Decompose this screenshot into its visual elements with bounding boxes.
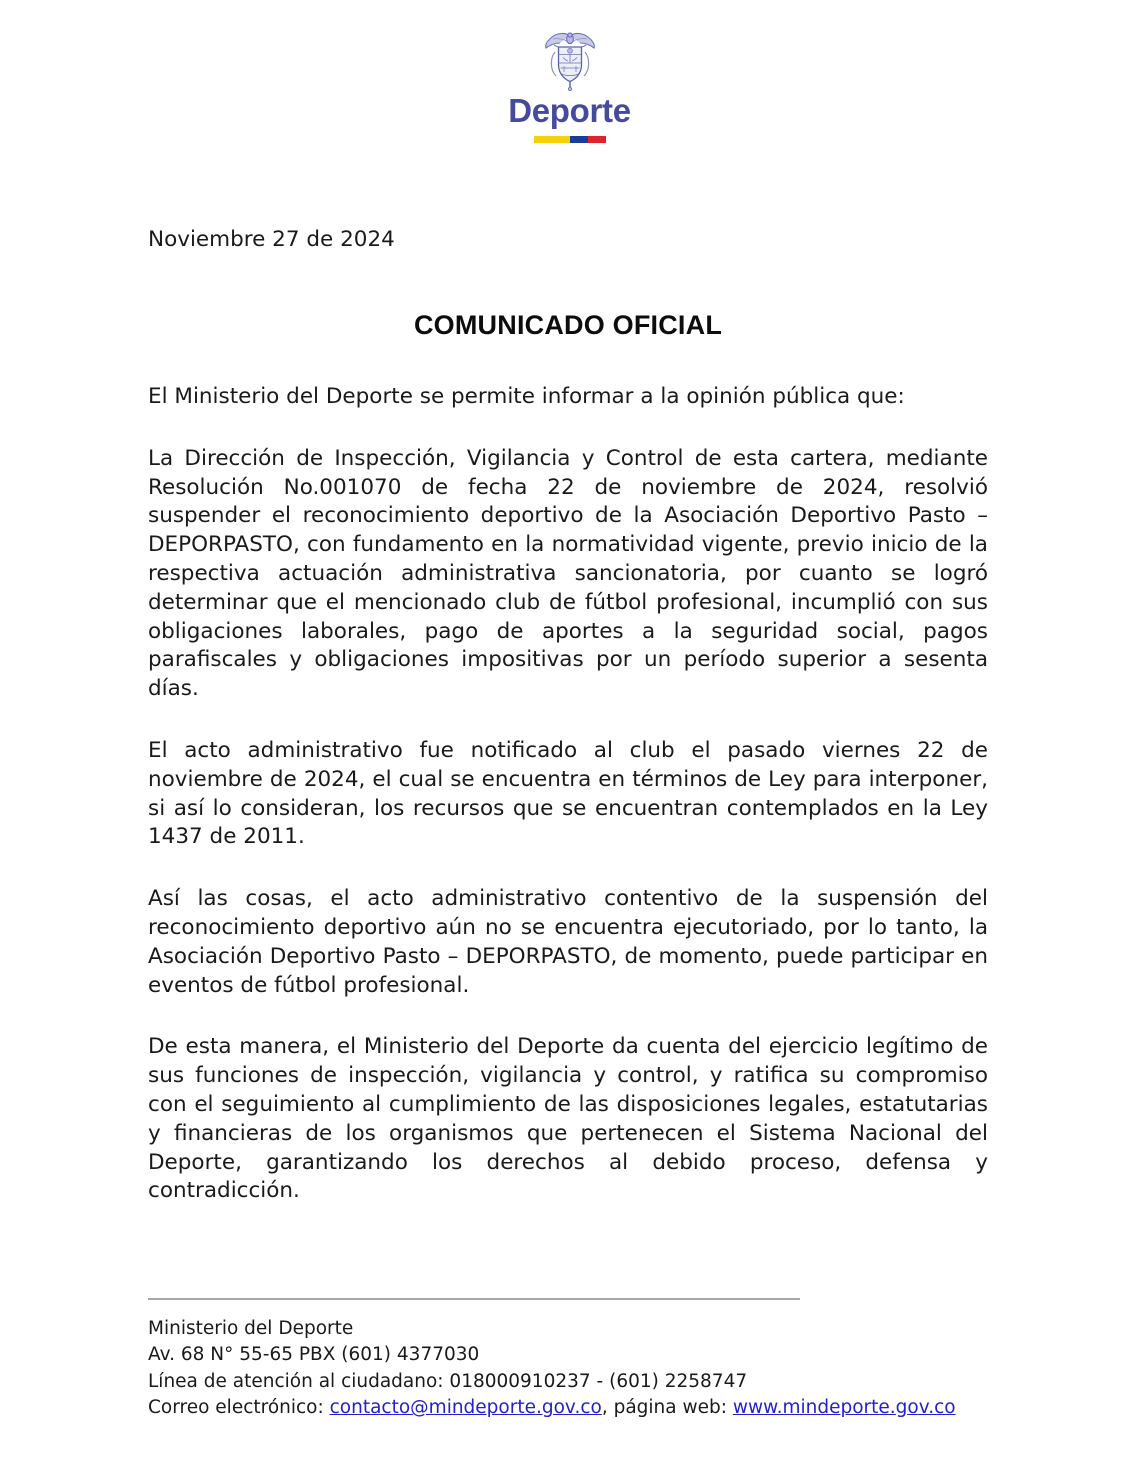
footer-web-label: , página web: — [601, 1397, 733, 1419]
footer-contact-block — [148, 1316, 1008, 1422]
footer-hotline: Línea de atención al ciudadano: 018000910237 - (601) 2258747 — [148, 1370, 748, 1392]
document-body — [148, 225, 988, 1206]
body-paragraph: De esta manera, el Ministerio del Deporte da cuenta del ejercicio legítimo de sus funciones de inspección, vigilancia y control, y ratifica su compromiso con el seguimiento al cumplimiento de las disposiciones legales, estatutarias y financieras de los organismos que pertenecen el Sistema Nacional del Deporte, garantizando los derechos al debido proceso, defensa y contradicción. — [148, 1034, 988, 1204]
footer-email-link[interactable]: contacto@mindeporte.gov.co — [329, 1397, 602, 1419]
footer-email-label: Correo electrónico: — [148, 1397, 330, 1419]
body-paragraph: El acto administrativo fue notificado al club el pasado viernes 22 de noviembre de 2024, el cual se encuentra en términos de Ley para interponer, si así lo consideran, los recursos que se encuentran contemplados en la Ley 1437 de 2011. — [148, 737, 988, 850]
footer-website-link[interactable]: www.mindeporte.gov.co — [732, 1397, 956, 1419]
flag-stripe-red — [588, 136, 606, 143]
document-date: Noviembre 27 de 2024 — [148, 227, 395, 252]
letterhead — [0, 30, 1139, 143]
colombia-coat-of-arms-icon — [541, 30, 599, 92]
document-footer — [148, 1298, 1008, 1422]
colombia-flag-bar-icon — [534, 136, 606, 143]
body-paragraph: La Dirección de Inspección, Vigilancia y Control de esta cartera, mediante Resolución No.001070 de fecha 22 de noviembre de 2024, resolvió suspender el reconocimiento deportivo de la Asociación Deportivo Pasto – DEPORPASTO, con fundamento en la normatividad vigente, previo inicio de la respectiva actuación administrativa sancionatoria, por cuanto se logró determinar que el mencionado club de fútbol profesional, incumplió con sus obligaciones laborales, pago de aportes a la seguridad social, pagos parafiscales y obligaciones impositivas por un período superior a sesenta días. — [148, 445, 988, 702]
body-paragraph: Así las cosas, el acto administrativo contentivo de la suspensión del reconocimiento deportivo aún no se encuentra ejecutoriado, por lo tanto, la Asociación Deportivo Pasto – DEPORPASTO, de momento, puede participar en eventos de fútbol profesional. — [148, 886, 988, 998]
footer-email-web-line — [148, 1395, 1008, 1421]
footer-address: Av. 68 N° 55-65 PBX (601) 4377030 — [148, 1344, 480, 1366]
footer-organization: Ministerio del Deporte — [148, 1318, 354, 1339]
flag-stripe-blue — [570, 136, 588, 143]
deporte-wordmark: Deporte — [508, 92, 631, 129]
footer-divider — [148, 1298, 800, 1300]
lead-paragraph: El Ministerio del Deporte se permite informar a la opinión pública que: — [148, 384, 905, 410]
flag-stripe-yellow — [534, 136, 570, 143]
page-title: COMUNICADO OFICIAL — [413, 310, 723, 341]
